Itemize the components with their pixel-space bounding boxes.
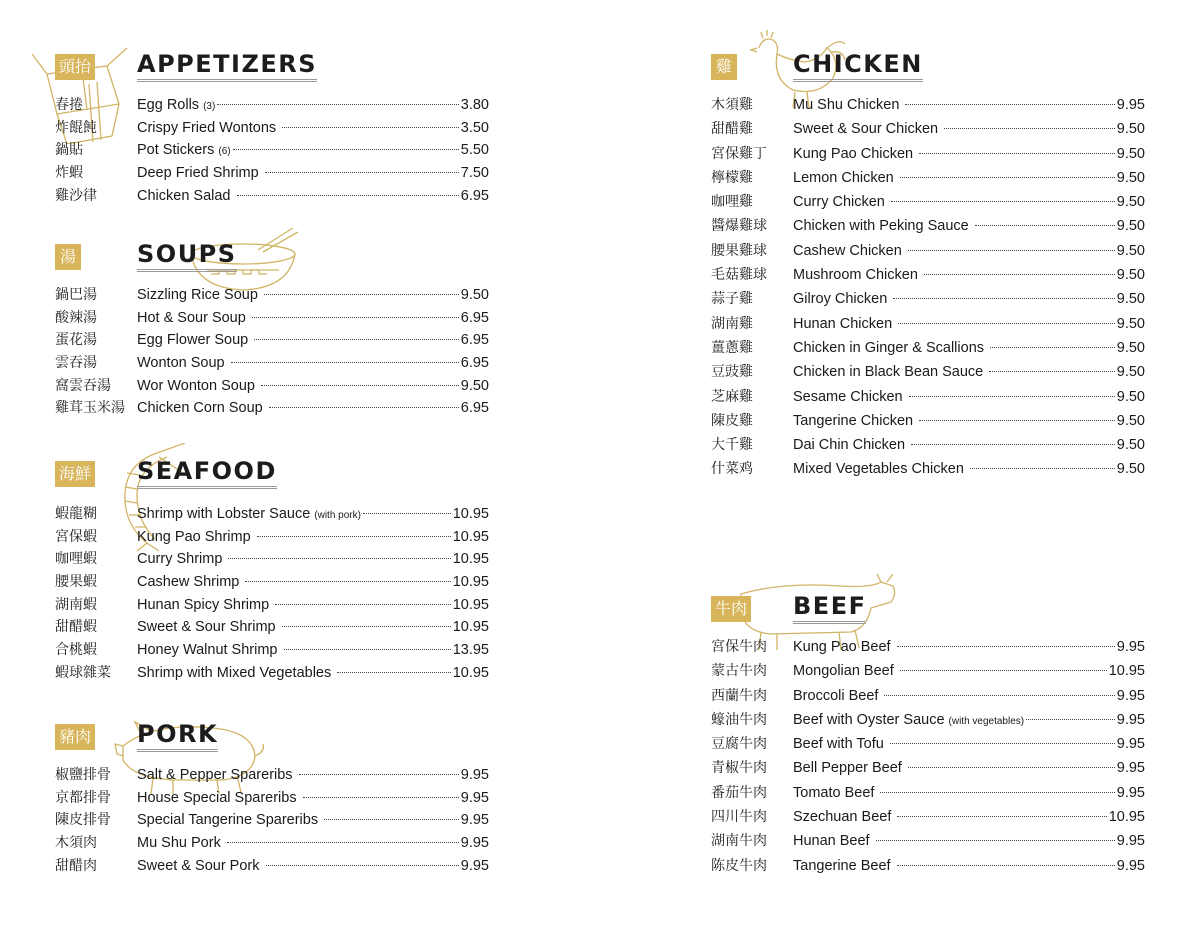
menu-item (55, 503, 489, 526)
item-chinese-name: 蛋花湯 (55, 332, 97, 349)
dot-leader (257, 536, 451, 537)
item-price: 10.95 (452, 574, 489, 591)
item-chinese-name: 雲吞湯 (55, 355, 97, 372)
dot-leader (897, 865, 1115, 866)
item-price: 3.50 (460, 119, 489, 136)
menu-item (55, 616, 489, 639)
item-chinese-name: 蠔油牛肉 (711, 711, 767, 728)
chicken-list (711, 93, 1145, 482)
item-chinese-name: 醬爆雞球 (711, 218, 767, 235)
item-price: 9.50 (1116, 194, 1145, 211)
item-note: (3) (203, 101, 216, 112)
beef-list (711, 635, 1145, 878)
dot-leader (905, 104, 1114, 105)
item-price: 10.95 (452, 528, 489, 545)
item-chinese-name: 陳皮排骨 (55, 812, 111, 829)
menu-item (711, 117, 1145, 141)
item-chinese-name: 四川牛肉 (711, 809, 767, 826)
section-badge: 牛肉 (711, 596, 751, 622)
item-price: 10.95 (452, 506, 489, 522)
item-chinese-name: 毛菇雞球 (711, 267, 767, 284)
item-chinese-name: 炸餛飩 (55, 119, 97, 136)
appetizers-list (55, 94, 489, 207)
dot-leader (231, 362, 459, 363)
item-chinese-name: 蝦龍糊 (55, 506, 97, 522)
item-name: Sizzling Rice Soup (137, 287, 258, 303)
item-price: 9.50 (1116, 339, 1145, 356)
menu-item (55, 284, 489, 307)
dot-leader (970, 468, 1115, 469)
dot-leader (299, 774, 459, 775)
item-chinese-name: 大千雞 (711, 437, 753, 454)
menu-item (55, 548, 489, 571)
menu-item (55, 639, 489, 662)
item-price: 9.50 (1116, 291, 1145, 308)
item-note: (with vegetables) (948, 715, 1025, 727)
dot-leader (919, 153, 1115, 154)
dot-leader (252, 317, 459, 318)
item-chinese-name: 湖南牛肉 (711, 833, 767, 850)
item-name: Salt & Pepper Spareribs (137, 767, 293, 783)
item-name: Crispy Fried Wontons (137, 119, 277, 136)
dot-leader (911, 444, 1115, 445)
item-price: 9.95 (460, 857, 489, 874)
item-price: 9.50 (1116, 218, 1145, 235)
item-name: Shrimp with Lobster Sauce (137, 506, 311, 522)
item-price: 10.95 (452, 551, 489, 568)
menu-item (711, 214, 1145, 238)
item-name: Chicken in Ginger & Scallions (793, 339, 985, 356)
item-price: 9.50 (460, 377, 489, 394)
item-price: 10.95 (452, 619, 489, 636)
section-title: SEAFOOD (137, 457, 277, 489)
dot-leader (254, 339, 459, 340)
item-price: 3.80 (460, 97, 489, 113)
item-name: Beef with Oyster Sauce (793, 711, 945, 728)
item-price: 7.50 (460, 165, 489, 182)
item-price: 9.95 (1116, 639, 1145, 655)
item-name: Chicken Salad (137, 187, 231, 204)
menu-item (55, 594, 489, 617)
item-price: 9.95 (1116, 687, 1145, 704)
dot-leader (282, 626, 451, 627)
item-chinese-name: 青椒牛肉 (711, 760, 767, 777)
item-price: 9.50 (1116, 267, 1145, 284)
dot-leader (284, 649, 451, 650)
menu-item (711, 635, 1145, 659)
item-chinese-name: 鍋貼 (55, 142, 83, 159)
menu-item (711, 829, 1145, 853)
item-chinese-name: 湖南蝦 (55, 596, 97, 613)
menu-item (711, 142, 1145, 166)
menu-item (55, 571, 489, 594)
item-name: Honey Walnut Shrimp (137, 642, 278, 659)
menu-item (711, 166, 1145, 190)
item-name: Mixed Vegetables Chicken (793, 461, 964, 478)
item-price: 10.95 (1108, 809, 1145, 826)
item-chinese-name: 窩雲吞湯 (55, 377, 111, 394)
menu-item (55, 94, 489, 117)
dot-leader (237, 195, 459, 196)
menu-item (55, 526, 489, 549)
item-chinese-name: 陳皮雞 (711, 412, 753, 429)
menu-item (55, 855, 489, 878)
item-chinese-name: 陈皮牛肉 (711, 857, 767, 874)
item-price: 9.95 (460, 835, 489, 852)
item-note: (with pork) (314, 510, 361, 521)
dot-leader (245, 581, 450, 582)
menu-item (711, 433, 1145, 457)
menu-item (55, 397, 489, 420)
item-name: Hot & Sour Soup (137, 309, 246, 326)
item-price: 10.95 (452, 596, 489, 613)
item-name: Curry Shrimp (137, 551, 223, 568)
section-badge: 頭抬 (55, 54, 95, 80)
dot-leader (265, 172, 459, 173)
dot-leader (233, 149, 459, 150)
section-title: SOUPS (137, 240, 237, 272)
item-name: Hunan Beef (793, 833, 870, 850)
item-chinese-name: 西蘭牛肉 (711, 687, 767, 704)
dot-leader (227, 842, 459, 843)
menu-item (711, 659, 1145, 683)
item-name: Tangerine Chicken (793, 412, 914, 429)
item-price: 9.50 (1116, 461, 1145, 478)
dot-leader (919, 420, 1115, 421)
item-price: 9.95 (1116, 711, 1145, 728)
dot-leader (282, 127, 459, 128)
item-name: Kung Pao Shrimp (137, 528, 251, 545)
menu-item (711, 854, 1145, 878)
dot-leader (924, 274, 1115, 275)
item-chinese-name: 甜醋肉 (55, 857, 97, 874)
menu-item (55, 375, 489, 398)
section-title: CHICKEN (793, 50, 923, 82)
dot-leader (909, 396, 1115, 397)
item-chinese-name: 甜醋雞 (711, 121, 753, 138)
item-chinese-name: 咖哩蝦 (55, 551, 97, 568)
menu-item (711, 805, 1145, 829)
seafood-list (55, 503, 489, 685)
section-title: APPETIZERS (137, 50, 317, 82)
dot-leader (337, 672, 450, 673)
item-name: House Special Spareribs (137, 789, 297, 806)
item-name: Cashew Shrimp (137, 574, 240, 591)
dot-leader (264, 294, 459, 295)
section-badge: 雞 (711, 54, 737, 80)
dot-leader (908, 250, 1115, 251)
beef-section (711, 592, 1145, 878)
menu-item (711, 239, 1145, 263)
item-price: 9.95 (460, 812, 489, 829)
item-price: 6.95 (460, 309, 489, 326)
item-price: 6.95 (460, 187, 489, 204)
item-name: Special Tangerine Spareribs (137, 812, 319, 829)
item-note: (6) (218, 146, 231, 158)
item-price: 6.95 (460, 355, 489, 372)
item-chinese-name: 腰果蝦 (55, 574, 97, 591)
item-chinese-name: 椒鹽排骨 (55, 767, 111, 783)
menu-item (711, 263, 1145, 287)
item-name: Bell Pepper Beef (793, 760, 902, 777)
dot-leader (261, 385, 459, 386)
item-chinese-name: 什菜鸡 (711, 461, 753, 478)
item-name: Chicken in Black Bean Sauce (793, 364, 984, 381)
item-chinese-name: 合桃蝦 (55, 642, 97, 659)
soups-section (55, 240, 489, 420)
item-price: 13.95 (452, 642, 489, 659)
dot-leader (944, 128, 1115, 129)
item-name: Cashew Chicken (793, 242, 902, 259)
item-price: 9.50 (460, 287, 489, 303)
dot-leader (363, 513, 451, 514)
dot-leader (900, 670, 1107, 671)
item-name: Beef with Tofu (793, 736, 884, 753)
item-price: 9.95 (1116, 857, 1145, 874)
item-name: Lemon Chicken (793, 169, 894, 186)
dot-leader (884, 695, 1114, 696)
dot-leader (324, 819, 459, 820)
item-name: Pot Stickers (137, 142, 215, 159)
dot-leader (303, 797, 459, 798)
dot-leader (890, 743, 1115, 744)
item-chinese-name: 蒙古牛肉 (711, 663, 767, 680)
dot-leader (228, 558, 450, 559)
menu-item (55, 162, 489, 185)
dot-leader (269, 407, 459, 408)
menu-item (55, 185, 489, 208)
item-chinese-name: 湖南雞 (711, 315, 753, 332)
menu-item (711, 409, 1145, 433)
dot-leader (897, 816, 1106, 817)
item-price: 9.95 (1116, 760, 1145, 777)
menu-item (55, 764, 489, 787)
item-price: 9.50 (1116, 388, 1145, 405)
item-chinese-name: 芝麻雞 (711, 388, 753, 405)
item-price: 9.50 (1116, 437, 1145, 454)
dot-leader (893, 298, 1114, 299)
dot-leader (908, 767, 1115, 768)
item-price: 6.95 (460, 400, 489, 417)
item-name: Tomato Beef (793, 784, 875, 801)
item-name: Shrimp with Mixed Vegetables (137, 664, 332, 681)
item-name: Tangerine Beef (793, 857, 891, 874)
dot-leader (897, 646, 1115, 647)
item-price: 9.50 (1116, 364, 1145, 381)
item-price: 10.95 (452, 664, 489, 681)
menu-item (55, 352, 489, 375)
dot-leader (989, 371, 1115, 372)
item-name: Sesame Chicken (793, 388, 903, 405)
item-chinese-name: 蝦球雜菜 (55, 664, 111, 681)
item-chinese-name: 木須肉 (55, 835, 97, 852)
item-chinese-name: 咖哩雞 (711, 194, 753, 211)
item-chinese-name: 宮保蝦 (55, 528, 97, 545)
item-chinese-name: 宮保牛肉 (711, 639, 767, 655)
item-price: 9.50 (1116, 121, 1145, 138)
menu-item (55, 662, 489, 685)
dot-leader (266, 865, 459, 866)
dot-leader (990, 347, 1115, 348)
appetizers-section (55, 50, 489, 207)
item-price: 9.50 (1116, 145, 1145, 162)
menu-item (711, 756, 1145, 780)
item-price: 9.95 (1116, 833, 1145, 850)
menu-item (711, 190, 1145, 214)
item-chinese-name: 蒜子雞 (711, 291, 753, 308)
item-price: 9.50 (1116, 412, 1145, 429)
item-name: Chicken with Peking Sauce (793, 218, 969, 235)
item-chinese-name: 鍋巴湯 (55, 287, 97, 303)
item-name: Wonton Soup (137, 355, 225, 372)
pork-list (55, 764, 489, 877)
menu-item (55, 787, 489, 810)
menu-item (711, 781, 1145, 805)
dot-leader (275, 604, 451, 605)
item-name: Egg Rolls (137, 97, 200, 113)
item-chinese-name: 豆豉雞 (711, 364, 753, 381)
item-chinese-name: 豆腐牛肉 (711, 736, 767, 753)
item-name: Broccoli Beef (793, 687, 879, 704)
item-name: Mu Shu Chicken (793, 97, 900, 113)
item-name: Curry Chicken (793, 194, 885, 211)
item-chinese-name: 檸檬雞 (711, 169, 753, 186)
item-chinese-name: 薑蔥雞 (711, 339, 753, 356)
item-chinese-name: 宮保雞丁 (711, 145, 767, 162)
dot-leader (898, 323, 1115, 324)
item-chinese-name: 木須雞 (711, 97, 753, 113)
item-price: 9.95 (460, 767, 489, 783)
item-name: Sweet & Sour Chicken (793, 121, 939, 138)
item-price: 9.95 (1116, 784, 1145, 801)
item-name: Wor Wonton Soup (137, 377, 255, 394)
item-price: 9.50 (1116, 315, 1145, 332)
dot-leader (876, 840, 1115, 841)
item-chinese-name: 京都排骨 (55, 789, 111, 806)
item-name: Deep Fried Shrimp (137, 165, 259, 182)
dot-leader (891, 201, 1115, 202)
item-name: Hunan Spicy Shrimp (137, 596, 270, 613)
item-name: Kung Pao Beef (793, 639, 891, 655)
item-chinese-name: 番茄牛肉 (711, 784, 767, 801)
item-price: 6.95 (460, 332, 489, 349)
item-name: Szechuan Beef (793, 809, 892, 826)
item-price: 9.50 (1116, 242, 1145, 259)
item-chinese-name: 炸蝦 (55, 165, 83, 182)
item-chinese-name: 雞茸玉米湯 (55, 400, 125, 417)
chicken-section (711, 50, 1145, 482)
menu-item (711, 732, 1145, 756)
dot-leader (217, 104, 458, 105)
menu-item (711, 93, 1145, 117)
menu-item (711, 385, 1145, 409)
menu-item (711, 287, 1145, 311)
menu-item (55, 329, 489, 352)
item-name: Hunan Chicken (793, 315, 893, 332)
menu-item (711, 708, 1145, 732)
item-price: 9.95 (1116, 97, 1145, 113)
item-price: 5.50 (460, 142, 489, 159)
menu-item (55, 307, 489, 330)
item-name: Sweet & Sour Shrimp (137, 619, 276, 636)
item-name: Mongolian Beef (793, 663, 894, 680)
menu-item (711, 360, 1145, 384)
menu-item (711, 684, 1145, 708)
menu-item (55, 117, 489, 140)
item-chinese-name: 腰果雞球 (711, 242, 767, 259)
item-name: Chicken Corn Soup (137, 400, 263, 417)
item-chinese-name: 酸辣湯 (55, 309, 97, 326)
menu-item (711, 312, 1145, 336)
item-name: Mushroom Chicken (793, 267, 918, 284)
soups-list (55, 284, 489, 420)
item-price: 9.95 (1116, 736, 1145, 753)
pork-section (55, 720, 489, 877)
item-price: 10.95 (1108, 663, 1145, 680)
item-name: Sweet & Sour Pork (137, 857, 260, 874)
item-price: 9.95 (460, 789, 489, 806)
menu-item (711, 457, 1145, 481)
item-chinese-name: 甜醋蝦 (55, 619, 97, 636)
dot-leader (975, 225, 1115, 226)
item-name: Gilroy Chicken (793, 291, 888, 308)
menu-item (711, 336, 1145, 360)
item-price: 9.50 (1116, 169, 1145, 186)
section-title: BEEF (793, 592, 866, 624)
item-name: Kung Pao Chicken (793, 145, 914, 162)
section-badge: 湯 (55, 244, 81, 270)
section-badge: 海鮮 (55, 461, 95, 487)
menu-item (55, 832, 489, 855)
seafood-section (55, 457, 489, 685)
item-name: Egg Flower Soup (137, 332, 249, 349)
item-chinese-name: 雞沙律 (55, 187, 97, 204)
menu-item (55, 139, 489, 162)
section-badge: 豬肉 (55, 724, 95, 750)
item-name: Dai Chin Chicken (793, 437, 906, 454)
item-chinese-name: 春捲 (55, 97, 83, 113)
dot-leader (900, 177, 1115, 178)
dot-leader (1026, 719, 1115, 720)
section-title: PORK (137, 720, 218, 752)
item-name: Mu Shu Pork (137, 835, 221, 852)
menu-item (55, 809, 489, 832)
dot-leader (880, 792, 1114, 793)
